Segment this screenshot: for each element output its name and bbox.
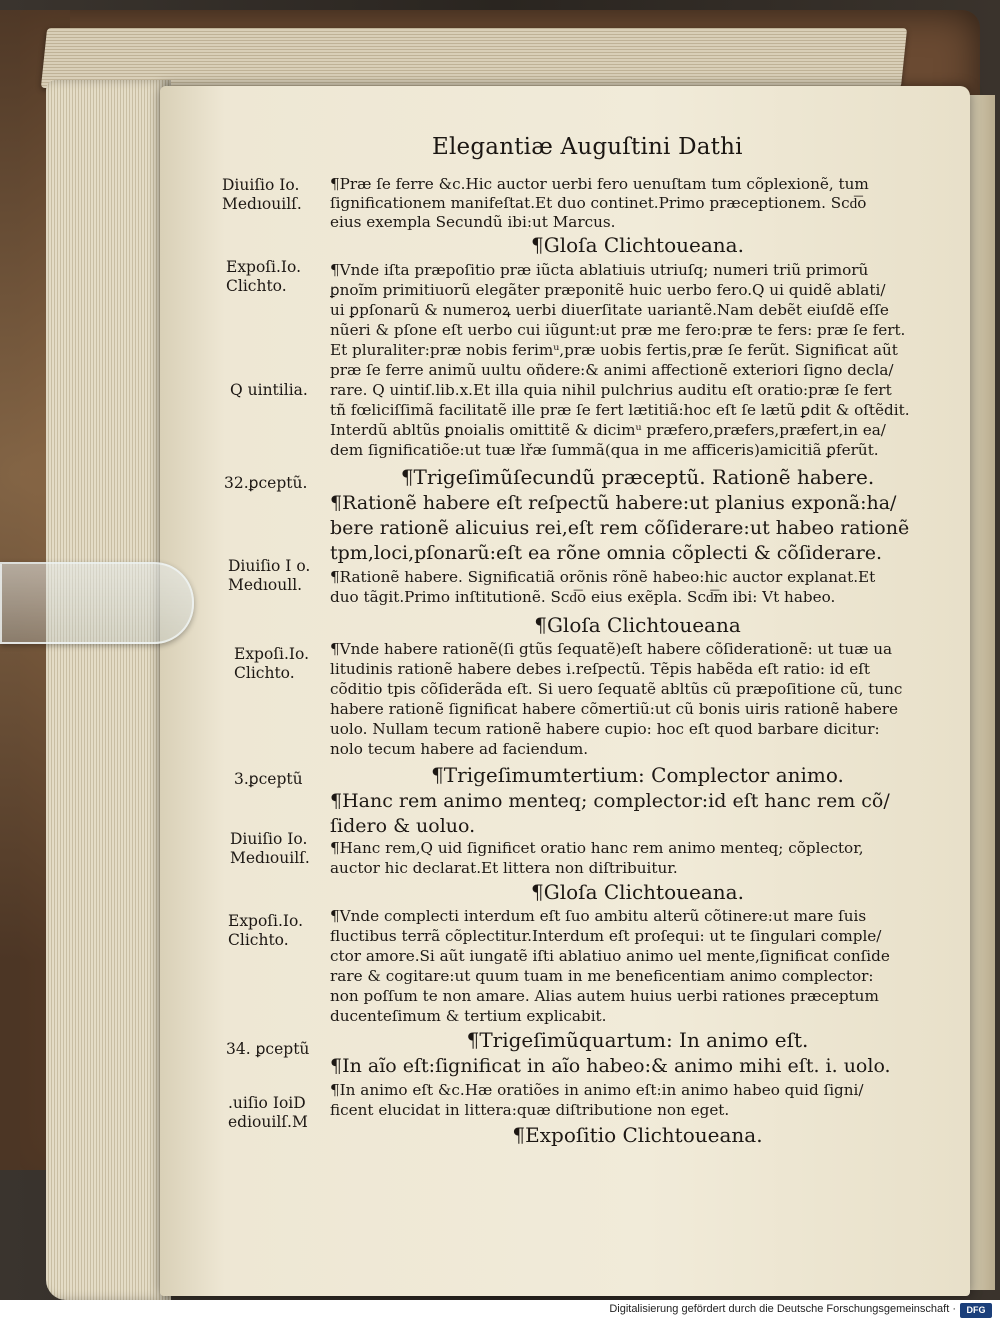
- text-line: fluctibus terrã cõplectitur.Interdum eſt proſequi: ut te ſingulari comple/: [330, 927, 882, 945]
- margin-note: Medıoull.: [228, 576, 303, 594]
- footer-bar: [0, 1300, 1000, 1322]
- running-header: Elegantiæ Auguſtini Dathi: [432, 134, 743, 160]
- margin-note: ediouilſ.M: [228, 1113, 308, 1131]
- text-line: ¶Hanc rem,Q uid ſignificet oratio hanc rem animo menteq; cõplector,: [330, 839, 864, 857]
- text-line: ¶Vnde habere rationẽ(ſi gtũs ſequatẽ)eſt habere cõſiderationẽ: ut tuæ ua: [330, 640, 893, 658]
- text-line: cõditio tpis cõſiderãda eſt. Si uero ſequatẽ abltũs cũ præpoſitione cũ, tunc: [330, 680, 903, 698]
- text-line: ficent elucidat in littera:quæ diſtributione non eget.: [330, 1101, 730, 1119]
- page-stack: [46, 80, 171, 1300]
- section-heading: ¶Trigeſimũquartum: In animo eſt.: [466, 1028, 809, 1052]
- text-line: Interdũ abltũs ꝑnoialis omittitẽ & dicimᵘ præfero,præfers,præfert,in ea/: [330, 421, 886, 439]
- text-line: bere rationẽ alicuius rei,eſt rem cõſiderare:ut habeo rationẽ: [330, 517, 910, 539]
- margin-note: .uiſio IoiD: [228, 1094, 306, 1112]
- text-line: ¶Rationẽ habere eſt reſpectũ habere:ut planius exponã:ha/: [330, 492, 897, 514]
- text-line: nolo tecum habere ad faciendum.: [330, 740, 589, 758]
- text-line: uolo. Nullam tecum rationẽ habere cupio: hoc eſt quod barbare dicitur:: [330, 720, 880, 738]
- text-line: duo tãgit.Primo inſtitutionẽ. Scd͞o eius exẽpla. Scd͞m ibi: Vt habeo.: [330, 588, 836, 606]
- text-line: ctor amore.Si aũt iungatẽ iſti ablatiuo animo uel mente,ſignificat conſide: [330, 947, 890, 965]
- text-line: ¶In animo eſt &c.Hæ oratiões in animo eſt:in animo habeo quid ſigni/: [330, 1081, 864, 1099]
- text-line: ¶Vnde complecti interdum eſt ſuo ambitu alterũ cõtinere:ut mare ſuis: [330, 907, 867, 925]
- margin-note: Clichto.: [228, 931, 289, 949]
- margin-note: Clichto.: [234, 664, 295, 682]
- margin-note: Expoſi.Io.: [228, 912, 304, 930]
- text-line: ducenteſimum & tertium explicabit.: [330, 1007, 607, 1025]
- text-line: ¶In aĩo eſt:ſignificat in aĩo habeo:& animo mihi eſt. i. uolo.: [330, 1055, 891, 1077]
- margin-note: Clichto.: [226, 277, 287, 295]
- margin-note: Diuiſio Io.: [222, 176, 300, 194]
- margin-note: Diuiſio I o.: [228, 557, 311, 575]
- page-top-edge: [41, 28, 907, 88]
- text-line: ui ꝑpſonarũ & numeroꝝ uerbi diuerſitate uariantẽ.Nam debẽt eiuſdẽ eſſe: [330, 301, 889, 319]
- margin-note: 3.ꝑceptũ: [234, 770, 303, 788]
- margin-note: Medıouilſ.: [222, 195, 302, 213]
- text-line: tpm,loci,pſonarũ:eſt ea rõne omnia cõplecti & cõſiderare.: [330, 542, 883, 564]
- text-line: ſidero & uoluo.: [330, 815, 476, 837]
- section-heading: ¶Gloſa Clichtoueana: [534, 613, 741, 637]
- text-line: ¶Vnde iſta præpoſitio præ iũcta ablatiuis utriuſq; numeri triũ primorũ: [330, 261, 869, 279]
- margin-note: Expoſi.Io.: [226, 258, 302, 276]
- section-heading: ¶Gloſa Clichtoueana.: [531, 880, 744, 904]
- text-line: ꝑnoĩm primitiuorũ elegãter præponitẽ huic uerbo fero.Q ui quidẽ ablati/: [330, 281, 886, 299]
- bookmark-clip: [0, 562, 194, 644]
- section-heading: ¶Trigeſimũſecundũ præceptũ. Rationẽ habere.: [400, 465, 875, 489]
- text-line: rare & cogitare:ut quum tuam in me beneficentiam animo complector:: [330, 967, 874, 985]
- section-heading: ¶Trigeſimumtertium: Complector animo.: [431, 763, 844, 787]
- text-line: eius exempla Secundũ ibi:ut Marcus.: [330, 213, 616, 231]
- text-line: non poſſum te non amare. Alias autem huius uerbi rationes præceptum: [330, 987, 879, 1005]
- text-line: habere rationẽ ſignificat habere cõmertiũ:ut cũ bonis uiris rationẽ habere: [330, 700, 899, 718]
- margin-note: Q uintilia.: [230, 381, 308, 399]
- margin-note: 32.ꝑceptũ.: [224, 474, 308, 492]
- text-line: nũeri & pſone eſt uerbo cui iũgunt:ut præ me fero:præ te fers: præ ſe fert.: [330, 321, 906, 339]
- text-line: dem ſignificatiõe:ut tuæ lřæ ſummã(qua in me afficeris)amicitiã ꝑferũt.: [330, 441, 879, 459]
- text-line: ¶Hanc rem animo menteq; complector:id eſt hanc rem cõ/: [330, 790, 890, 812]
- text-line: tñ fœliciſſimã facilitatẽ ille præ ſe fert lætitiã:hoc eſt ſe lætũ ꝑdit & oſtẽdit.: [330, 401, 910, 419]
- margin-note: Diuiſio Io.: [230, 830, 308, 848]
- margin-note: 34. ꝑceptũ: [226, 1040, 310, 1058]
- margin-note: Medıouilſ.: [230, 849, 310, 867]
- section-heading: ¶Expoſitio Clichtoueana.: [512, 1123, 763, 1147]
- footer-credit: Digitalisierung gefördert durch die Deutsche Forschungsgemeinschaft ·: [609, 1303, 956, 1315]
- text-line: præ ſe ferre animũ uultu oñdere:& animi affectionẽ exteriori ſigno decla/: [330, 361, 894, 379]
- text-line: litudinis rationẽ habere debes i.reſpectũ. Tẽpis habẽda eſt ratio: id eſt: [330, 660, 870, 678]
- text-line: ſignificationem manifeſtat.Et duo continet.Primo præceptionem. Scd͞o: [330, 194, 867, 212]
- section-heading: ¶Gloſa Clichtoueana.: [531, 233, 744, 257]
- margin-note: Expoſi.Io.: [234, 645, 310, 663]
- text-line: rare. Q uintiſ.lib.x.Et illa quia nihil pulchrius auditu eſt oratio:præ ſe fert: [330, 381, 892, 399]
- text-line: ¶Præ ſe ferre &c.Hic auctor uerbi fero uenuſtam tum cõplexionẽ, tum: [330, 175, 869, 193]
- dfg-logo: DFG: [960, 1303, 992, 1318]
- text-line: Et pluraliter:præ nobis ferimᵘ,præ uobis fertis,præ ſe ferũt. Significat aũt: [330, 341, 898, 359]
- text-line: auctor hic declarat.Et littera non diſtribuitur.: [330, 859, 678, 877]
- text-line: ¶Rationẽ habere. Significatiã orõnis rõnẽ habeo:hic auctor explanat.Et: [330, 568, 876, 586]
